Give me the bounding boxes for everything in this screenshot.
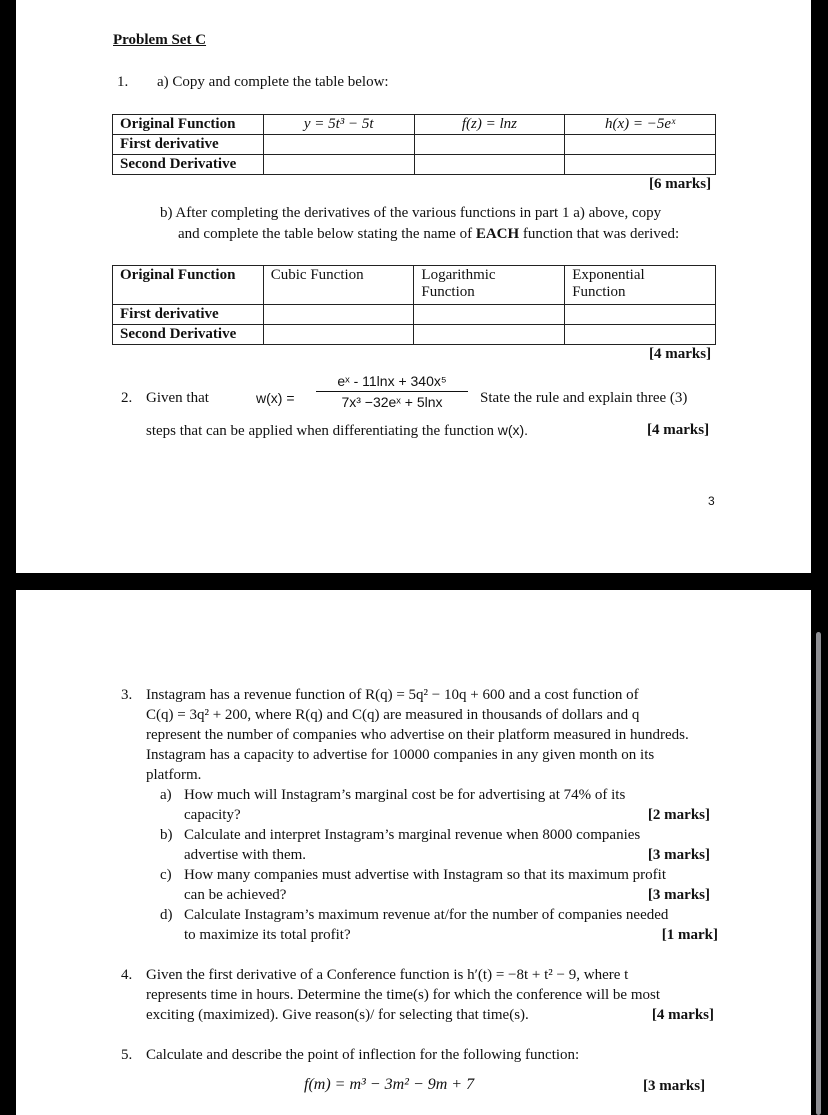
table-row — [113, 115, 716, 135]
q1a-marks: [6 marks] — [649, 176, 712, 192]
q3-number: 3. — [121, 687, 133, 703]
function-cell: h(x) = −5eˣ — [565, 115, 716, 135]
q1a-table — [112, 114, 716, 175]
table-row — [113, 135, 716, 155]
q3-part-b: b) Calculate and interpret Instagram’s marginal revenue when 8000 companies advertise with them. [3 marks] — [160, 827, 710, 863]
q4-text: Given the first derivative of a Conference function is h′(t) = −8t + t² − 9, where t represents time in hours. Determine the time(s) for which the conference will be most exciting (maximized). Give reason(s)/ for selecting that time(s). [4 marks] — [146, 967, 714, 1023]
empty-cell — [414, 305, 565, 325]
function-cell: f(z) = lnz — [414, 115, 565, 135]
table-row — [113, 266, 716, 305]
function-cell: y = 5t³ − 5t — [263, 115, 414, 135]
function-name-cell: Cubic Function — [263, 266, 414, 305]
row-label: First derivative — [113, 135, 264, 155]
empty-cell — [263, 305, 414, 325]
empty-cell — [565, 155, 716, 175]
q3-part-a: a) How much will Instagram’s marginal cost be for advertising at 74% of its capacity? [2 marks] — [160, 787, 710, 823]
q1b-line1: b) After completing the derivatives of the various functions in part 1 a) above, copy — [160, 205, 662, 221]
empty-cell — [263, 135, 414, 155]
q2-number: 2. — [121, 390, 133, 406]
document-page-2 — [16, 590, 811, 1115]
q4-number: 4. — [121, 967, 133, 983]
empty-cell — [263, 155, 414, 175]
vertical-scrollbar[interactable] — [816, 632, 821, 1115]
q3-part-c: c) How many companies must advertise with Instagram so that its maximum profit can be achieved? [3 marks] — [160, 867, 710, 903]
row-label: Second Derivative — [113, 155, 264, 175]
q1b-line2: and complete the table below stating the name of EACH function that was derived: — [178, 226, 680, 242]
fraction-numerator: eˣ - 11lnx + 340x⁵ — [337, 373, 447, 389]
page-number: 3 — [708, 494, 715, 508]
row-label: Original Function — [113, 115, 264, 135]
document-page-1 — [16, 0, 811, 573]
q1b-table — [112, 265, 716, 345]
q2-fraction — [316, 373, 468, 410]
empty-cell — [565, 135, 716, 155]
q3-part-d: d) Calculate Instagram’s maximum revenue at/for the number of companies needed to maximize its total profit? [1 mark] — [160, 907, 718, 943]
fraction-bar — [316, 391, 468, 392]
q5-text: Calculate and describe the point of inflection for the following function: — [146, 1047, 580, 1063]
function-name-cell: Logarithmic Function — [414, 266, 565, 305]
empty-cell — [414, 135, 565, 155]
q2-lhs: w(x) = — [256, 390, 295, 406]
q2-right-text: State the rule and explain three (3) — [480, 390, 688, 406]
q2-marks: [4 marks] — [647, 422, 710, 438]
empty-cell — [414, 155, 565, 175]
row-label: First derivative — [113, 305, 264, 325]
q3-intro: Instagram has a revenue function of R(q) = 5q² − 10q + 600 and a cost function of C(q) = 3q² + 200, where R(q) and C(q) are measured in thousands of dollars and q represent the number of companies who advertise on their platform measured in hundreds. Instagram has a capacity to advertise for 10000 companies in any given month on its platform. — [146, 687, 689, 783]
row-label: Second Derivative — [113, 325, 264, 345]
empty-cell — [263, 325, 414, 345]
q1-number: 1. — [117, 74, 129, 90]
function-name-cell: Exponential Function — [565, 266, 716, 305]
q2-given: Given that — [146, 390, 209, 406]
table-row — [113, 325, 716, 345]
table-row — [113, 155, 716, 175]
q1b-marks: [4 marks] — [649, 346, 712, 362]
empty-cell — [565, 325, 716, 345]
q2-line2: steps that can be applied when differentiating the function w(x). — [146, 422, 529, 439]
empty-cell — [565, 305, 716, 325]
empty-cell — [414, 325, 565, 345]
q5-number: 5. — [121, 1047, 133, 1063]
q1a-instruction: a) Copy and complete the table below: — [157, 74, 389, 90]
q5-equation: f(m) = m³ − 3m² − 9m + 7 — [304, 1076, 475, 1093]
fraction-denominator: 7x³ −32eˣ + 5lnx — [341, 394, 443, 410]
row-label: Original Function — [113, 266, 264, 305]
page-title: Problem Set C — [113, 32, 207, 48]
q5-marks: [3 marks] — [643, 1078, 706, 1094]
table-row — [113, 305, 716, 325]
